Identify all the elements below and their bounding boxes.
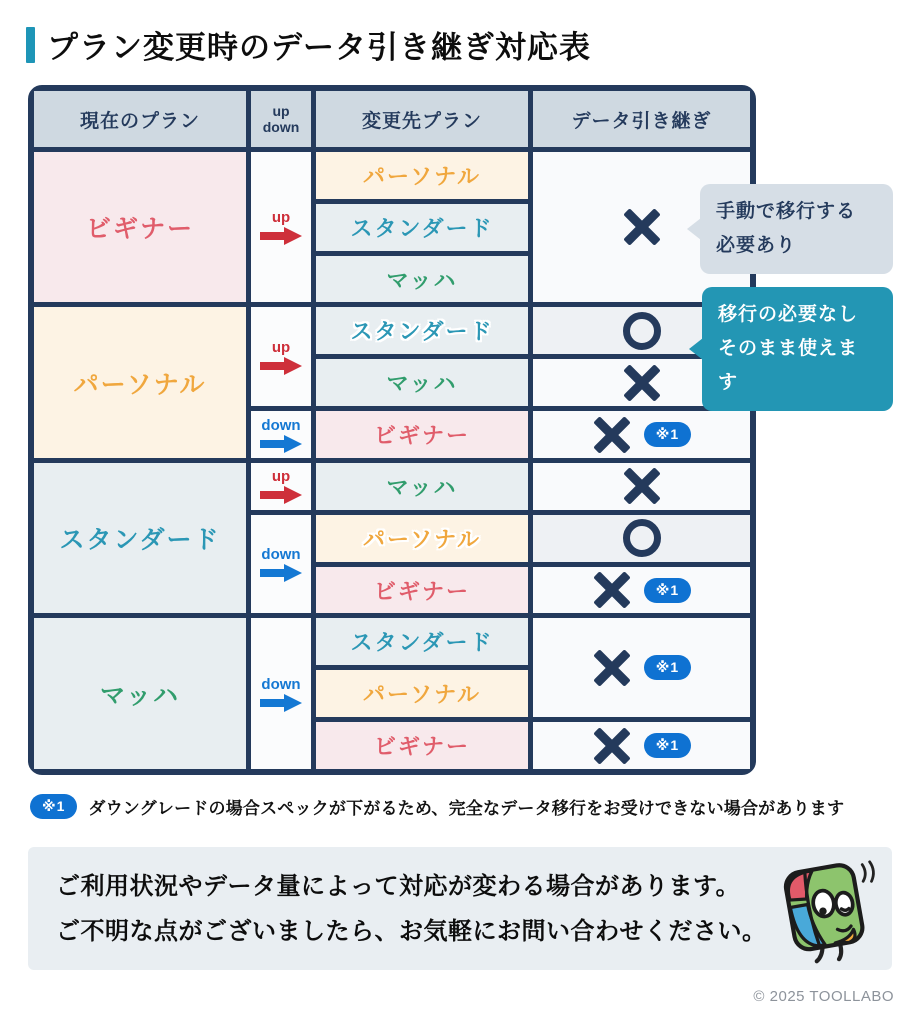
- title-accent-bar: [26, 27, 35, 63]
- page-title: プラン変更時のデータ引き継ぎ対応表: [47, 30, 591, 65]
- note-badge: ※1: [644, 578, 691, 603]
- down-arrow-cell: [251, 618, 311, 769]
- header-target-plan: 変更先プラン: [316, 91, 528, 147]
- target-plan-beginner: ビギナー: [316, 411, 528, 458]
- down-arrow-icon: [260, 435, 302, 453]
- page-title-row: [26, 22, 591, 67]
- footnote-badge: ※1: [30, 794, 77, 819]
- up-arrow-label: up: [271, 468, 291, 486]
- speech-bubble-manual-migration: [700, 184, 893, 274]
- down-arrow-cell: [251, 411, 311, 458]
- result-cell-cross-note: [533, 567, 750, 614]
- header-down-label: down: [262, 119, 300, 135]
- notice-line-1: ご利用状況やデータ量によって対応が変わる場合があります。: [56, 873, 741, 900]
- up-arrow-icon: [260, 486, 302, 504]
- down-arrow-label: down: [261, 546, 301, 564]
- target-plan-personal: パーソナル: [316, 152, 528, 199]
- cross-mark: [592, 728, 632, 764]
- circle-mark: [623, 312, 661, 350]
- cross-mark: [622, 209, 662, 245]
- current-plan-beginner: ビギナー: [34, 152, 246, 302]
- down-arrow-label: down: [261, 675, 301, 693]
- note-badge: ※1: [644, 422, 691, 447]
- copyright-text: © 2025 TOOLLABO: [753, 988, 894, 1005]
- target-plan-beginner: ビギナー: [316, 722, 528, 769]
- up-arrow-label: up: [271, 338, 291, 356]
- bubble-line: 移行の必要なし: [718, 304, 859, 325]
- down-arrow-cell: [251, 515, 311, 614]
- result-cell-cross-note: [533, 411, 750, 458]
- speech-bubble-no-migration: [702, 287, 893, 411]
- header-up-label: up: [272, 102, 290, 119]
- circle-mark: [623, 519, 661, 557]
- bubble-line: 必要あり: [716, 235, 797, 256]
- current-plan-mach: マッハ: [34, 618, 246, 769]
- current-plan-personal: パーソナル: [34, 307, 246, 458]
- target-plan-personal: パーソナル: [316, 515, 528, 562]
- mascot-icon: [776, 855, 878, 967]
- cross-mark: [622, 365, 662, 401]
- target-plan-standard: スタンダード: [316, 618, 528, 665]
- bubble-line: 手動で移行する: [716, 201, 857, 222]
- target-plan-personal: パーソナル: [316, 670, 528, 717]
- up-arrow-icon: [260, 227, 302, 245]
- up-arrow-icon: [260, 357, 302, 375]
- result-cell-circle: [533, 515, 750, 562]
- up-arrow-cell: [251, 307, 311, 406]
- up-arrow-cell: [251, 152, 311, 302]
- target-plan-mach: マッハ: [316, 463, 528, 510]
- cross-mark: [592, 572, 632, 608]
- target-plan-mach: マッハ: [316, 359, 528, 406]
- cross-mark: [622, 468, 662, 504]
- target-plan-mach: マッハ: [316, 256, 528, 303]
- header-up-down: [251, 91, 311, 147]
- header-current-plan: 現在のプラン: [34, 91, 246, 147]
- header-data-migration: データ引き継ぎ: [533, 91, 750, 147]
- footnote-text: ダウングレードの場合スペックが下がるため、完全なデータ移行をお受けできない場合があります: [88, 799, 845, 818]
- notice-line-2: ご不明な点がございましたら、お気軽にお問い合わせください。: [56, 918, 767, 945]
- current-plan-standard: スタンダード: [34, 463, 246, 614]
- down-arrow-label: down: [261, 416, 301, 434]
- cross-mark: [592, 417, 632, 453]
- plan-migration-table: [28, 85, 756, 775]
- target-plan-standard: スタンダード: [316, 307, 528, 354]
- notice-box: [28, 847, 892, 970]
- note-badge: ※1: [644, 655, 691, 680]
- footnote: [30, 794, 900, 819]
- note-badge: ※1: [644, 733, 691, 758]
- cross-mark: [592, 650, 632, 686]
- target-plan-standard: スタンダード: [316, 204, 528, 251]
- result-cell-cross: [533, 463, 750, 510]
- up-arrow-label: up: [271, 209, 291, 227]
- down-arrow-icon: [260, 564, 302, 582]
- result-cell-cross-note: [533, 618, 750, 717]
- up-arrow-cell: [251, 463, 311, 510]
- target-plan-beginner: ビギナー: [316, 567, 528, 614]
- down-arrow-icon: [260, 694, 302, 712]
- bubble-line: そのまま使えます: [718, 338, 859, 393]
- result-cell-cross-note: [533, 722, 750, 769]
